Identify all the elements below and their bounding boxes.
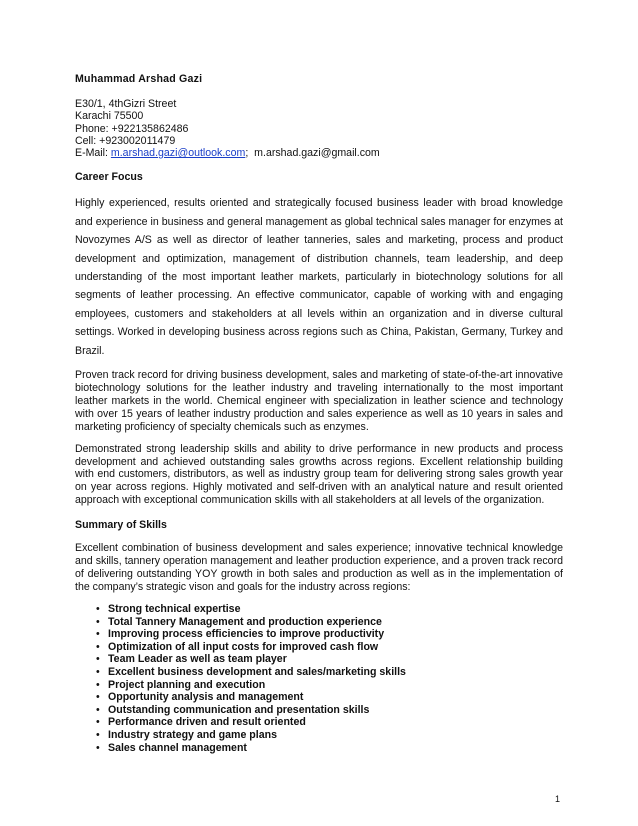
- skill-text: Optimization of all input costs for improved cash flow: [108, 640, 379, 653]
- bullet-icon: •: [96, 628, 100, 641]
- skill-text: Strong technical expertise: [108, 602, 241, 615]
- candidate-name: Muhammad Arshad Gazi: [75, 73, 203, 85]
- skill-text: Project planning and execution: [108, 678, 266, 691]
- career-focus-heading: Career Focus: [75, 171, 143, 184]
- list-item: [96, 678, 563, 692]
- skill-text: Performance driven and result oriented: [108, 716, 306, 729]
- list-item: [96, 703, 563, 717]
- skill-text: Opportunity analysis and management: [108, 691, 304, 704]
- bullet-icon: •: [96, 691, 100, 704]
- list-item: [96, 691, 563, 704]
- career-focus-paragraph-3: Demonstrated strong leadership skills and ability to drive performance in new products and process development and achieved outstanding sales growths across regions. Excellent relationship building with end customers, distributors, as well as industry group team for delivering strong sales growth year on year across regions. Highly motivated and self-driven with an analytical nature and result oriented approach with exceptional communication skills with all stakeholders at all levels of the organization.: [75, 442, 563, 507]
- skills-list: [75, 603, 563, 754]
- bullet-icon: •: [96, 602, 100, 615]
- bullet-icon: •: [96, 716, 100, 729]
- list-item: [96, 653, 563, 666]
- email-line: [75, 147, 563, 159]
- skill-text: Excellent business development and sales/marketing skills: [108, 665, 406, 678]
- page-number: 1: [555, 794, 561, 804]
- list-item: [96, 615, 563, 629]
- list-item: [96, 665, 563, 679]
- bullet-icon: •: [96, 728, 100, 741]
- bullet-icon: •: [96, 615, 100, 628]
- list-item: [96, 602, 563, 616]
- cell-line: Cell: +923002011479: [75, 134, 176, 147]
- skills-heading: Summary of Skills: [75, 519, 167, 532]
- list-item: [96, 628, 563, 641]
- skill-text: Sales channel management: [108, 741, 247, 754]
- email-secondary: m.arshad.gazi@gmail.com: [254, 147, 380, 160]
- skills-intro: Excellent combination of business development and sales experience; innovative technical knowledge and skills, tannery operation management and leather production experience, and a proven track record of delivering outstanding YOY growth in both sales and production as well as in the implementation of the company’s strategic vison and goals for the industry across regions:: [75, 542, 563, 594]
- address-line-1: E30/1, 4thGizri Street: [75, 98, 177, 111]
- bullet-icon: •: [96, 703, 100, 716]
- email-label: E-Mail:: [75, 147, 111, 160]
- list-item: [96, 728, 563, 742]
- career-focus-paragraph-1: Highly experienced, results oriented and strategically focused business leader with broad knowledge and experience in business and general management as global technical sales manager for enzymes at Novozymes A/S as well as director of leather tanneries, sales and marketing, process and product development and optimization, management of distribution channels, team leadership, and deep understanding of the most important leather markets, particularly in biotechnology solutions for all segments of leather processing. An effective communicator, capable of working with and engaging employees, customers and stakeholders at all levels within an organization and in diverse cultural settings. Worked in developing business across regions such as China, Pakistan, Germany, Turkey and Brazil.: [75, 197, 563, 357]
- skill-text: Total Tannery Management and production experience: [108, 615, 382, 628]
- skill-text: Improving process efficiencies to improve productivity: [108, 628, 385, 641]
- skill-text: Team Leader as well as team player: [108, 653, 287, 666]
- skill-text: Outstanding communication and presentation skills: [108, 703, 370, 716]
- document-body: [75, 73, 563, 754]
- contact-block: [75, 98, 563, 159]
- list-item: [96, 640, 563, 654]
- email-primary-link[interactable]: m.arshad.gazi@outlook.com: [110, 147, 246, 160]
- phone-line: Phone: +922135862486: [75, 122, 189, 135]
- list-item: [96, 741, 563, 755]
- skill-text: Industry strategy and game plans: [108, 728, 277, 741]
- bullet-icon: •: [96, 678, 100, 691]
- bullet-icon: •: [96, 741, 100, 754]
- career-focus-paragraph-2: Proven track record for driving business development, sales and marketing of state-of-the-art innovative biotechnology solutions for the leather industry and traveling internationally to the most important leather markets in the world. Chemical engineer with specialization in leather science and technology with over 15 years of leather industry production and sales experience as well as 10 years in sales and marketing proficiency of specialty chemicals such as enzymes.: [75, 369, 563, 433]
- list-item: [96, 716, 563, 729]
- bullet-icon: •: [96, 665, 100, 678]
- bullet-icon: •: [96, 653, 100, 666]
- bullet-icon: •: [96, 640, 100, 653]
- address-line-2: Karachi 75500: [75, 110, 144, 123]
- email-separator: ;: [245, 147, 249, 160]
